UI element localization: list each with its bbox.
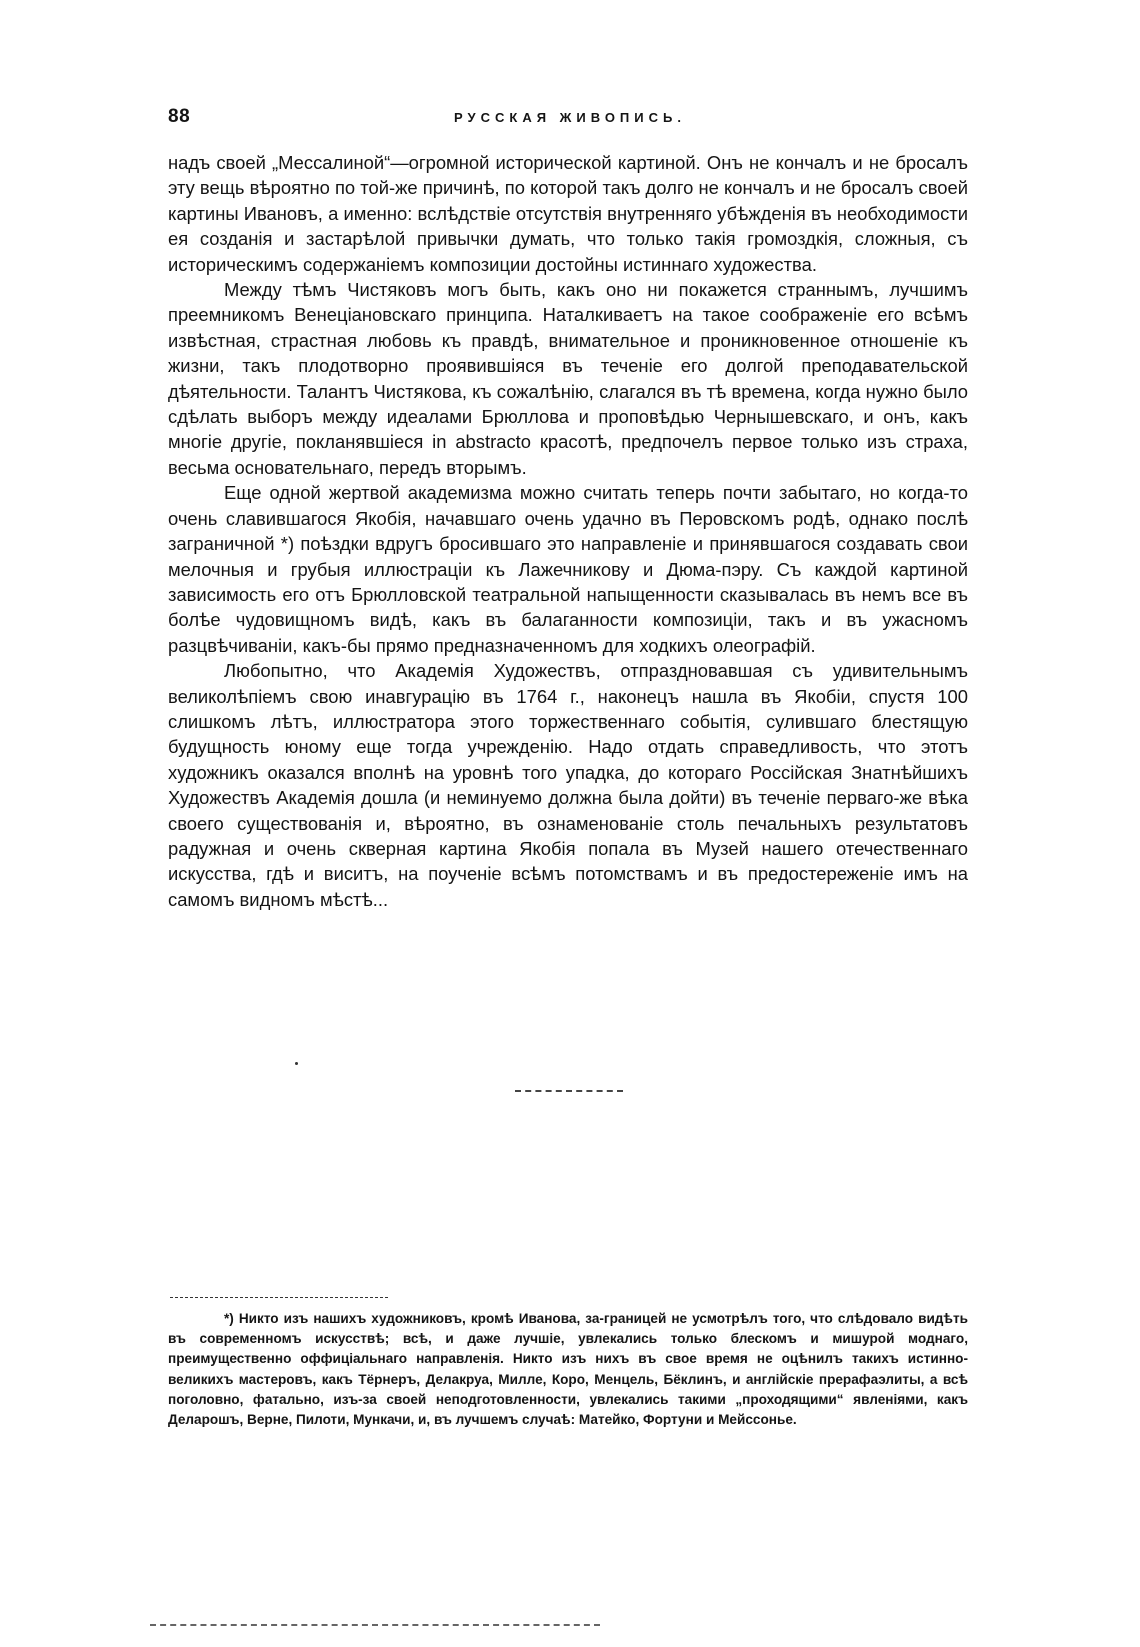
stray-dot [295, 1062, 298, 1065]
footnote-text: *) Никто изъ нашихъ художниковъ, кромѣ Иванова, за-границей не усмотрѣлъ того, что слѣдовало видѣть въ современномъ искусствѣ; всѣ, и даже лучшіе, увлекались только блескомъ и мишурой моднаго, преимущественно оффиціальнаго направленія. Никто изъ нихъ въ свое время не оцѣнилъ такихъ истинно-великихъ мастеровъ, какъ Тёрнеръ, Делакруа, Милле, Коро, Менцель, Бёклинъ, и англійскіе прерафаэлиты, а всѣ поголовно, фатально, изъ-за своей неподготовленности, увлекались такими „проходящими“ явленіями, какъ Деларошъ, Верне, Пилоти, Мункачи, и, въ лучшемъ случаѣ: Матейко, Фортуни и Мейссонье. [168, 1311, 968, 1428]
scan-edge-artifact [150, 1624, 600, 1626]
footnote-rule [170, 1297, 388, 1298]
body-text [168, 150, 968, 912]
running-title: РУССКАЯ ЖИВОПИСЬ. [454, 110, 686, 125]
section-end-rule [515, 1090, 623, 1092]
footnote [168, 1309, 968, 1430]
paragraph: Еще одной жертвой академизма можно считать теперь почти забытаго, но когда-то очень славившагося Якобія, начавшаго очень удачно въ Перовскомъ родѣ, однако послѣ заграничной *) поѣздки вдругъ бросившаго это направленіе и принявшагося создавать свои мелочныя и грубыя иллюстраціи къ Лажечникову и Дюма-пэру. Съ каждой картиной зависимость его отъ Брюлловской театральной напыщенности сказывалась въ немъ все въ болѣе чудовищномъ видѣ, какъ въ балаганности композиціи, такъ и въ ужасномъ разцвѣчиваніи, какъ-бы прямо предназначенномъ для ходкихъ олеографій. [168, 482, 968, 656]
paragraph: Между тѣмъ Чистяковъ могъ быть, какъ оно ни покажется страннымъ, лучшимъ преемникомъ Венеціановскаго принципа. Наталкиваетъ на такое соображеніе его всѣмъ извѣстная, страстная любовь къ правдѣ, внимательное и проникновенное отношеніе къ жизни, такъ плодотворно проявившіяся въ теченіе его долгой преподавательской дѣятельности. Талантъ Чистякова, къ сожалѣнію, слагался въ тѣ времена, когда нужно было сдѣлать выборъ между идеалами Брюллова и проповѣдью Чернышевскаго, и онъ, какъ многіе другіе, покланявшіеся in abstracto красотѣ, предпочелъ первое только изъ страха, весьма основательнаго, передъ вторымъ. [168, 279, 968, 478]
page-number: 88 [168, 106, 191, 127]
paragraph: надъ своей „Мессалиной“—огромной исторической картиной. Онъ не кончалъ и не бросалъ эту вещь вѣроятно по той-же причинѣ, по которой такъ долго не кончалъ и не бросалъ своей картины Ивановъ, а именно: вслѣдствіе отсутствія внутренняго убѣжденія въ необходимости ея созданія и застарѣлой привычки думать, что только такія громоздкія, сложныя, съ историческимъ содержаніемъ композиции достойны истиннаго художества. [168, 152, 968, 275]
paragraph: Любопытно, что Академія Художествъ, отпраздновавшая съ удивительнымъ великолѣпіемъ свою инавгурацію въ 1764 г., наконецъ нашла въ Якобіи, спустя 100 слишкомъ лѣтъ, иллюстратора этого торжественнаго событія, сулившаго блестящую будущность юному еще тогда учрежденію. Надо отдать справедливость, что этотъ художникъ оказался вполнѣ на уровнѣ того упадка, до котораго Россійская Знатнѣйшихъ Художествъ Академія дошла (и неминуемо должна была дойти) въ теченіе перваго-же вѣка своего существованія и, вѣроятно, въ ознаменованіе столь печальныхъ результатовъ радужная и очень скверная картина Якобія попала въ Музей нашего отечественнаго искусства, гдѣ и виситъ, на поученіе всѣмъ потомствамъ и въ предостереженіе имъ на самомъ видномъ мѣстѣ... [168, 660, 968, 910]
